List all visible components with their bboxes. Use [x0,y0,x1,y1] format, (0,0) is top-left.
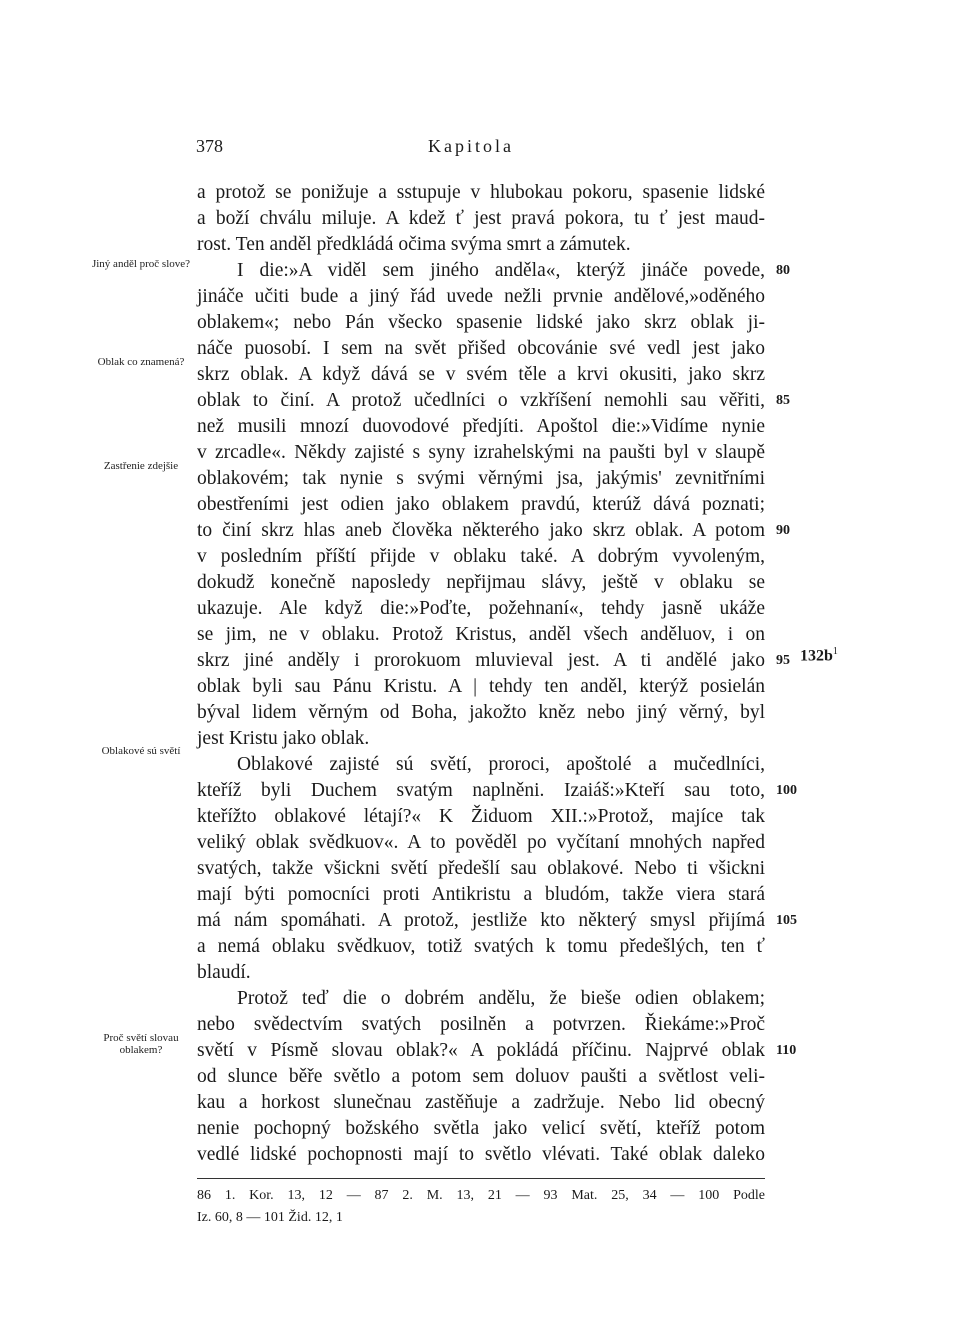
text-line: nenie pochopný božského světla jako velicí světí, kteříž potom [197,1118,765,1139]
text-line: než musili mnozí duovodové předjíti. Apoštol die:»Vidíme nynie [197,416,765,437]
text-line: a protož se ponižuje a sstupuje v hlubokau pokoru, spasenie lidské [197,182,765,203]
text-line: veliký oblak svědkuov«. A to pověděl po vyčítaní mnohých napřed [197,832,765,853]
text-line: jináče učiti bude a jiný řád uvede nežli prvnie andělové,»oděného [197,286,765,307]
folio-marker [800,646,838,665]
margin-note: Oblakové sú světí [101,745,181,757]
margin-note: Proč světí slovau oblakem? [103,1032,179,1056]
text-line: kau a horkost slunečnau zastěňuje a zadržuje. Nebo lid obecný [197,1092,765,1113]
text-line: býval lidem věrným od Boha, jakožto kněz nebo jiný věrný, byl [197,702,765,723]
text-line: Protož teď die o dobrém andělu, že bieše odien oblakem; [237,988,765,1009]
margin-note: Zastřenie zdejšie [103,460,179,472]
text-line: ukazuje. Ale když die:»Poďte, požehnaní«, tehdy jasně ukáže [197,598,765,619]
text-line: oblak byli sau Pánu Kristu. A | tehdy ten anděl, kterýž posielán [197,676,765,697]
text-line: nebo svědectvím svatých posilněn a potvrzen. Řiekáme:»Proč [197,1014,765,1035]
folio-sup: 1 [832,646,838,657]
text-line: svatých, takže všickni světí předešlí sau oblakové. Nebo ti všickni [197,858,765,879]
line-number: 90 [776,523,790,538]
text-line: blaudí. [197,962,251,983]
footnote-divider [197,1178,765,1179]
text-line: má nám spomáhati. A protož, jestliže kto některý smysl přijímá [197,910,765,931]
folio-label: 132b [800,647,833,665]
text-line: I die:»A viděl sem jiného anděla«, kterýž jináče povede, [237,260,765,281]
page-number: 378 [196,136,223,156]
text-line: oblak to činí. A protož učedlníci o vzkříšení nemohli sau věřiti, [197,390,765,411]
text-line: kteříž byli Duchem svatým naplněni. Izaiáš:»Kteří sau toto, [197,780,765,801]
text-line: jest Kristu jako oblak. [197,728,370,749]
text-line: oblakovém; tak nynie s svými věrnými jsa, jakýmis' zevnitřními [197,468,765,489]
text-line: skrz jiné anděly i prorokuom mluvieval jest. A ti andělé jako [197,650,765,671]
footnote-line: 86 1. Kor. 13, 12 — 87 2. M. 13, 21 — 93 Mat. 25, 34 — 100 Podle [197,1188,765,1203]
line-number: 105 [776,913,797,928]
line-number: 95 [776,653,790,668]
line-number: 100 [776,783,797,798]
line-number: 110 [776,1043,797,1058]
line-number: 80 [776,263,790,278]
margin-note: Jiný anděl proč slove? [91,258,191,270]
text-line: vedlé lidské pochopnosti mají to světlo vlévati. Také oblak daleko [197,1144,765,1165]
text-line: a boží chválu miluje. A kdež ť jest pravá pokora, tu ť jest maud- [197,208,765,229]
text-line: kteřížto oblakové létají?« K Židuom XII.:»Protož, majíce tak [197,806,765,827]
text-line: v zrcadle«. Někdy zajisté s syny izrahelskými na paušti byl v slaupě [197,442,765,463]
text-line: od slunce běře světlo a potom sem doluov paušti a světlost veli- [197,1066,765,1087]
text-line: se jim, ne v oblaku. Protož Kristus, anděl všech anděluov, i on [197,624,765,645]
line-number: 85 [776,393,790,408]
text-line: náče puosobí. I sem na svět přišed obcovánie své vedl jest jako [197,338,765,359]
text-line: to činí skrz hlas aneb člověka některého jako skrz oblak. A potom [197,520,765,541]
text-line: oblakem«; nebo Pán všecko spasenie lidské jako skrz oblak ji- [197,312,765,333]
text-line: a nemá oblaku svědkuov, totiž svatých k tomu předešlých, ten ť [197,936,765,957]
text-line: mají býti pomocníci proti Antikristu a bludóm, takže viera stará [197,884,765,905]
running-title: Kapitola [428,136,514,156]
text-line: Oblakové zajisté sú světí, proroci, apoštolé a mučedlníci, [237,754,765,775]
margin-note: Oblak co znamená? [97,356,185,368]
text-line: světí v Písmě slovau oblak?« A pokládá příčinu. Najprvé oblak [197,1040,765,1061]
text-line: rost. Ten anděl předkládá očima svýma smrt a zámutek. [197,234,631,255]
text-line: obestřeními jest odien jako oblakem pravdú, kterúž dává poznati; [197,494,765,515]
text-line: skrz oblak. A když dává se v svém těle a krvi okusiti, jako skrz [197,364,765,385]
text-line: v posledním příští přijde v oblaku také. A dobrým vyvoleným, [197,546,765,567]
footnote-line: Iz. 60, 8 — 101 Žid. 12, 1 [197,1210,343,1225]
text-line: dokudž konečně naposledy nepřijmau slávy, ještě v oblaku se [197,572,765,593]
